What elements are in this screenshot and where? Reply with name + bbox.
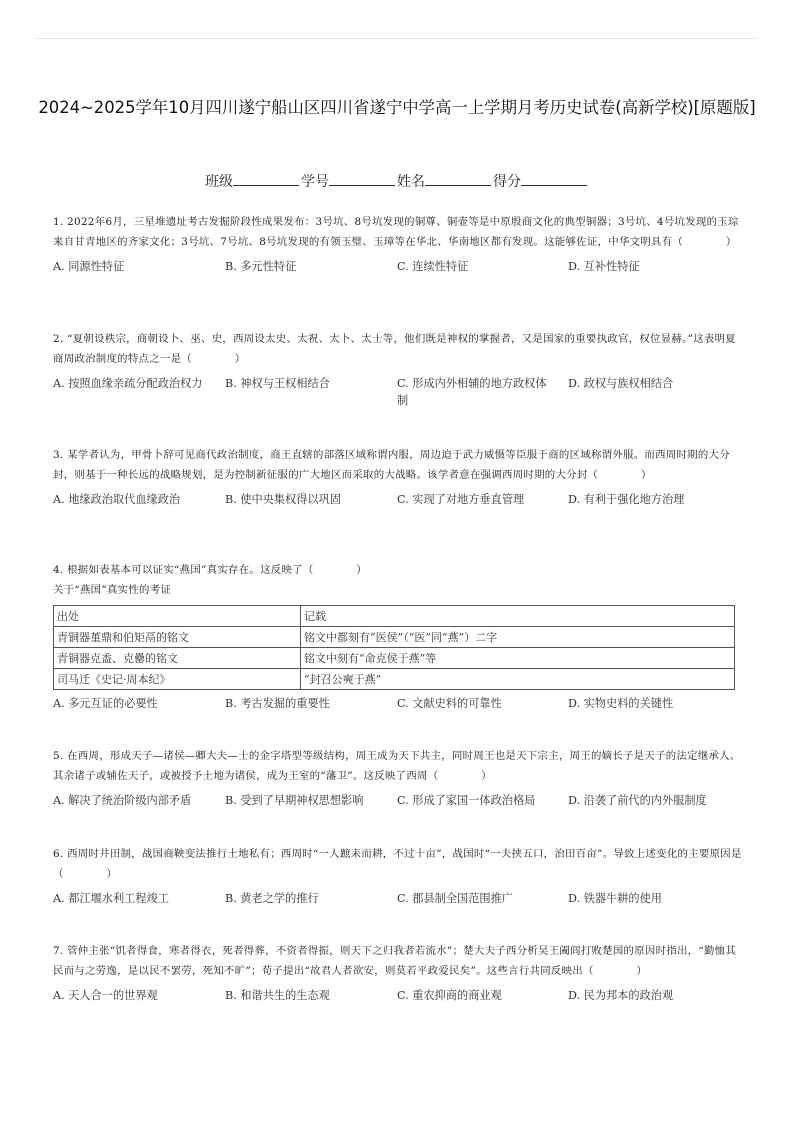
- option-d[interactable]: D. 沿袭了前代的内外服制度: [568, 794, 707, 807]
- class-label: 班级: [205, 174, 233, 190]
- option-c[interactable]: C. 文献史料的可靠性: [397, 697, 502, 710]
- option-c[interactable]: C. 实现了对地方垂直管理: [397, 493, 525, 506]
- option-c[interactable]: C. 连续性特征: [397, 260, 469, 273]
- score-blank[interactable]: [521, 171, 587, 186]
- table-row: [54, 669, 735, 690]
- table-cell: 司马迁《史记·周本纪》: [54, 669, 301, 690]
- name-label: 姓名: [397, 174, 425, 190]
- question-stem: 1. 2022年6月，三星堆遗址考古发掘阶段性成果发布：3号坑、8号坑发现的铜尊、铜壶等是中原殷商文化的典型铜器；3号坑、4号坑发现的玉琮来自甘青地区的齐家文化；3号坑、7号坑、8号坑发现的有领玉璧、玉璋等在华北、华南地区都有发现。这能够佐证，中华文明具有（ ）: [53, 216, 739, 248]
- evidence-table: [53, 605, 735, 690]
- top-divider: [36, 38, 758, 39]
- question-stem: 2. “夏朝设秩宗，商朝设卜、巫、史，西周设太史、太祝、太卜、太士等，他们既是神权的掌握者，又是国家的重要执政官，权位显赫。”这表明夏商周政治制度的特点之一是（ ）: [53, 333, 736, 365]
- question-3: [53, 446, 743, 511]
- table-header-cell: 记载: [301, 606, 735, 627]
- option-c[interactable]: C. 郡县制全国范围推广: [397, 892, 513, 905]
- question-4: [53, 561, 743, 600]
- option-d[interactable]: D. 有利于强化地方治理: [568, 493, 685, 506]
- options-row: [53, 890, 743, 910]
- page-title: 2024~2025学年10月四川遂宁船山区四川省遂宁中学高一上学期月考历史试卷(高新学校)[原题版]: [38, 98, 756, 117]
- question-6: [53, 845, 743, 910]
- question-stem: 6. 西周时井田制，战国商鞅变法推行土地私有；西周时“一人蹠耒而耕，不过十亩”，战国时“一夫挟五口，治田百亩”。导致上述变化的主要原因是（ ）: [53, 848, 742, 880]
- option-a[interactable]: A. 同源性特征: [53, 260, 125, 273]
- table-cell: 铭文中刻有“命克侯于燕”等: [301, 648, 735, 669]
- option-a[interactable]: A. 多元互证的必要性: [53, 697, 158, 710]
- table-row: [54, 648, 735, 669]
- question-7: [53, 942, 743, 1007]
- student-info-line: [0, 171, 794, 191]
- table-cell: 铭文中都刻有“医侯”（“医”同“燕”）二字: [301, 627, 735, 648]
- options-row: [53, 375, 743, 407]
- options-row: [53, 258, 743, 278]
- question-stem: 4. 根据如表基本可以证实“燕国”真实存在。这反映了（ ）: [53, 564, 367, 576]
- option-a[interactable]: A. 天人合一的世界观: [53, 989, 158, 1002]
- options-row: [53, 695, 743, 715]
- option-a[interactable]: A. 都江堰水利工程竣工: [53, 892, 169, 905]
- table-cell: 青铜器克盉、克罍的铭文: [54, 648, 301, 669]
- name-blank[interactable]: [425, 171, 491, 186]
- table-cell: “封召公奭于燕”: [301, 669, 735, 690]
- option-b[interactable]: B. 和谐共生的生态观: [225, 989, 330, 1002]
- option-d[interactable]: D. 铁器牛耕的使用: [568, 892, 662, 905]
- question-stem: 3. 某学者认为，甲骨卜辞可见商代政治制度，商王直辖的部落区域称谓内服，周边迫于武力威慑等臣服于商的区域称谓外服。而西周时期的大分封，则基于一种长远的战略规划，是为控制新征服的广大地区而采取的大战略。该学者意在强调西周时期的大分封（ ）: [53, 449, 730, 481]
- option-c[interactable]: C. 重农抑商的商业观: [397, 989, 502, 1002]
- table-header-row: [54, 606, 735, 627]
- class-blank[interactable]: [233, 171, 299, 186]
- option-b[interactable]: B. 神权与王权相结合: [225, 377, 330, 390]
- table-header-cell: 出处: [54, 606, 301, 627]
- option-d[interactable]: D. 政权与族权相结合: [568, 377, 674, 390]
- question-stem: 7. 管仲主张“饥者得食，寒者得衣，死者得葬，不资者得振，则天下之归我者若流水”；楚大夫子西分析吴王阖闾打败楚国的原因时指出，“勤恤其民而与之劳逸，是以民不罢劳，死知不旷”；荀子提出“故君人者欲安，则莫若平政爱民矣”。这些言行共同反映出（ ）: [53, 945, 737, 977]
- options-row: [53, 491, 743, 511]
- options-row: [53, 792, 743, 812]
- option-c[interactable]: C. 形成了家国一体政治格局: [397, 794, 536, 807]
- option-b[interactable]: B. 黄老之学的推行: [225, 892, 319, 905]
- option-a[interactable]: A. 地缘政治取代血缘政治: [53, 493, 181, 506]
- option-b[interactable]: B. 多元性特征: [225, 260, 297, 273]
- options-row: [53, 987, 743, 1007]
- table-caption: 关于“燕国”真实性的考证: [53, 583, 172, 596]
- option-b[interactable]: B. 受到了早期神权思想影响: [225, 794, 364, 807]
- question-1: [53, 213, 743, 278]
- option-d[interactable]: D. 实物史料的关键性: [568, 697, 674, 710]
- option-a[interactable]: A. 按照血缘亲疏分配政治权力: [53, 377, 203, 390]
- option-b[interactable]: B. 考古发掘的重要性: [225, 697, 330, 710]
- option-c[interactable]: C. 形成内外相辅的地方政权体制: [397, 377, 547, 407]
- question-5: [53, 747, 743, 812]
- table-cell: 青铜器堇鼎和伯矩鬲的铭文: [54, 627, 301, 648]
- question-4-options: [53, 689, 743, 715]
- table-row: [54, 627, 735, 648]
- option-a[interactable]: A. 解决了统治阶级内部矛盾: [53, 794, 192, 807]
- option-b[interactable]: B. 使中央集权得以巩固: [225, 493, 342, 506]
- question-2: [53, 330, 743, 407]
- student-id-blank[interactable]: [329, 171, 395, 186]
- option-d[interactable]: D. 民为邦本的政治观: [568, 989, 674, 1002]
- option-d[interactable]: D. 互补性特征: [568, 260, 640, 273]
- question-stem: 5. 在西周，形成天子—诸侯—卿大夫—士的金字塔型等级结构，周王成为天下共主，同时周王也是天下宗主，周王的嫡长子是天子的法定继承人。其余诸子或辅佐天子，或被授予土地为诸侯，成为王室的“藩卫”。这反映了西周（ ）: [53, 750, 741, 782]
- student-id-label: 学号: [301, 174, 329, 190]
- score-label: 得分: [493, 174, 521, 190]
